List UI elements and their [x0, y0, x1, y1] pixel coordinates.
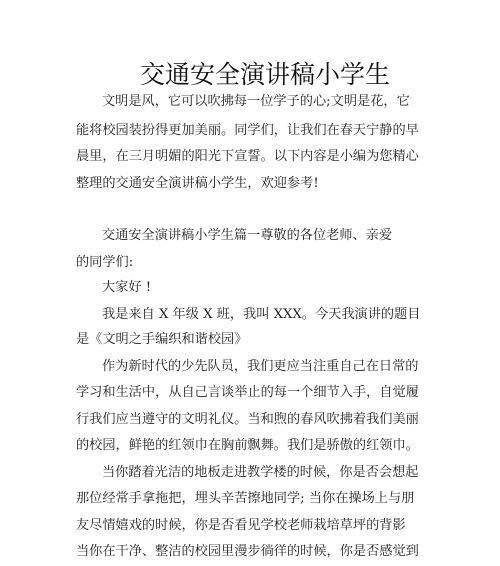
paragraph-line: 晨里，在三月明媚的阳光下宣誓。以下内容是小编为您精心 — [76, 149, 419, 164]
paragraph-line: 的同学们: — [76, 255, 134, 270]
paragraph-line: 整理的交通安全演讲稿小学生，欢迎参考! — [76, 176, 319, 191]
paragraph-line: 我是来自 X 年级 X 班，我叫 XXX。今天我演讲的题目 — [102, 307, 421, 322]
paragraph-line: 当你踏着光洁的地板走进教学楼的时候，你是否会想起 — [102, 465, 419, 480]
paragraph-line: 行我们应当遵守的文明礼仪。当和煦的春风吹拂着我们美丽 — [76, 412, 419, 427]
paragraph-line: 当你在干净、整洁的校园里漫步徜徉的时候，你是否感觉到 — [76, 544, 419, 559]
paragraph-line: 是《文明之手编织和谐校园》 — [76, 332, 248, 347]
paragraph-line: 作为新时代的少先队员，我们更应当注重自己在日常的 — [102, 359, 419, 374]
paragraph-line: 的校园，鲜艳的红领巾在胸前飘舞。我们是骄傲的红领巾。 — [76, 438, 419, 453]
paragraph-line: 学习和生活中，从自己言谈举止的每一个细节入手，自觉履 — [76, 385, 419, 400]
paragraph-line: 交通安全演讲稿小学生篇一尊敬的各位老师、亲爱 — [102, 228, 393, 243]
document-title: 交通安全演讲稿小学生 — [139, 60, 390, 89]
paragraph-line: 大家好 ! — [102, 280, 152, 295]
paragraph-line: 友尽情嬉戏的时候，你是否看见学校老师栽培草坪的背影 — [76, 518, 406, 533]
paragraph-line: 那位经常手拿拖把，埋头辛苦擦地同学; 当你在操场上与朋 — [76, 491, 415, 506]
paragraph-line: 文明是风，它可以吹拂每一位学子的心;文明是花，它 — [102, 94, 410, 109]
paragraph-line: 能将校园装扮得更加美丽。同学们，让我们在春天宁静的早 — [76, 123, 419, 138]
